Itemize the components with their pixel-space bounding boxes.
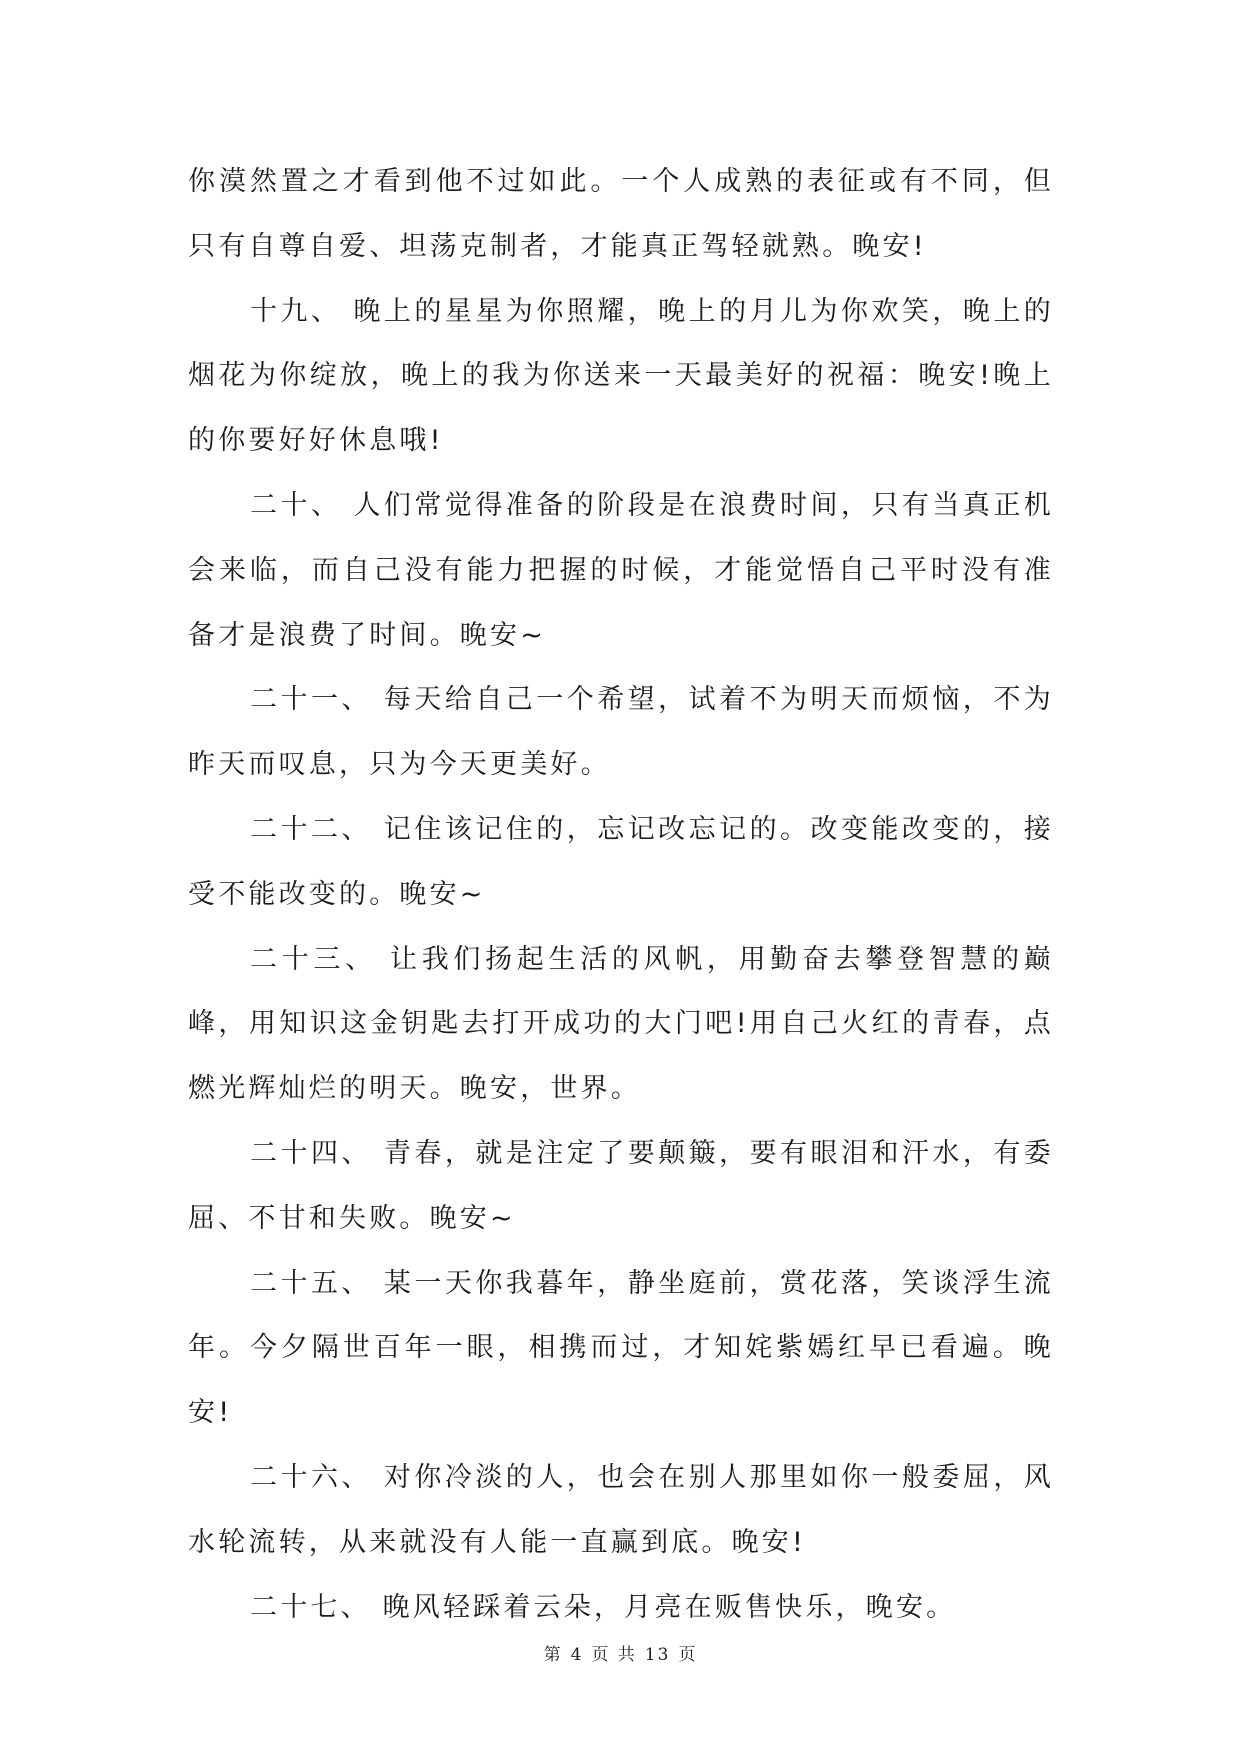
footer-suffix: 页 — [678, 1645, 698, 1665]
paragraph-item-27: 二十七、 晚风轻踩着云朵，月亮在贩售快乐，晚安。 — [250, 1591, 957, 1623]
document-body — [188, 150, 1054, 1640]
page-footer — [0, 1640, 1241, 1665]
paragraph-item-26: 二十六、 对你冷淡的人，也会在别人那里如你一般委屈，风水轮流转，从来就没有人能一直赢到底。晚安! — [188, 1461, 1054, 1558]
paragraph-item-20: 二十、 人们常觉得准备的阶段是在浪费时间，只有当真正机会来临，而自己没有能力把握的时候，才能觉悟自己平时没有准备才是浪费了时间。晚安~ — [188, 489, 1054, 651]
footer-middle: 页 共 — [591, 1645, 637, 1665]
footer-prefix: 第 — [543, 1645, 563, 1665]
paragraph-item-23: 二十三、 让我们扬起生活的风帆，用勤奋去攀登智慧的巅峰，用知识这金钥匙去打开成功的大门吧!用自己火红的青春，点燃光辉灿烂的明天。晚安，世界。 — [188, 943, 1054, 1105]
footer-page-number: 4 — [570, 1645, 584, 1665]
paragraph-item-22: 二十二、 记住该记住的，忘记改忘记的。改变能改变的，接受不能改变的。晚安~ — [188, 813, 1054, 910]
paragraph-item-25: 二十五、 某一天你我暮年，静坐庭前，赏花落，笑谈浮生流年。今夕隔世百年一眼，相携而过，才知姹紫嫣红早已看遍。晚安! — [188, 1267, 1054, 1429]
paragraph-item-19: 十九、 晚上的星星为你照耀，晚上的月儿为你欢笑，晚上的烟花为你绽放，晚上的我为你送来一天最美好的祝福：晚安!晚上的你要好好休息哦! — [188, 295, 1054, 457]
paragraph-item-24: 二十四、 青春，就是注定了要颠簸，要有眼泪和汗水，有委屈、不甘和失败。晚安~ — [188, 1137, 1054, 1234]
footer-total-pages: 13 — [644, 1645, 671, 1665]
paragraph-item-21: 二十一、 每天给自己一个希望，试着不为明天而烦恼，不为昨天而叹息，只为今天更美好。 — [188, 684, 1054, 781]
paragraph-continuation: 你漠然置之才看到他不过如此。一个人成熟的表征或有不同，但只有自尊自爱、坦荡克制者，才能真正驾轻就熟。晚安! — [188, 166, 1054, 262]
